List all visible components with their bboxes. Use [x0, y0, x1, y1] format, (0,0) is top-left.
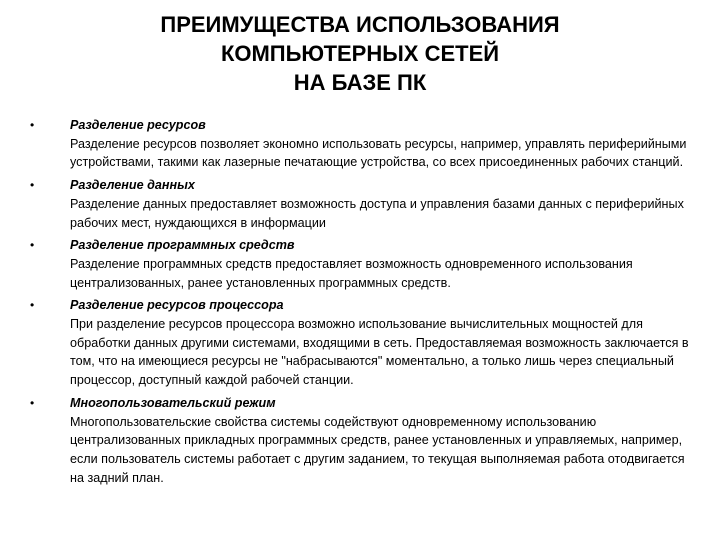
item-heading: Разделение данных: [70, 178, 195, 193]
item-heading: Многопользовательский режим: [70, 395, 276, 410]
bullet-icon: •: [30, 178, 35, 193]
item-body: При разделение ресурсов процессора возможно использование вычислительных мощностей для обработки данных другими системами, входящими в сеть. Предоставляемая возможность заключается в том, что на имеющиеся ресурсы не "набрасываются" моментально, а только лишь через специальный процессор, доступный каждой рабочей станции.: [70, 317, 689, 388]
bullet-list: [30, 116, 700, 491]
list-item: [30, 116, 700, 172]
item-body: Разделение ресурсов позволяет экономно использовать ресурсы, например, управлять периферийными устройствами, такими как лазерные печатающие устройства, со всех присоединенных рабочих станций.: [70, 136, 687, 170]
title-line-2: КОМПЬЮТЕРНЫХ СЕТЕЙ: [220, 41, 500, 66]
bullet-icon: •: [30, 118, 35, 132]
item-heading: Разделение ресурсов процессора: [70, 298, 284, 313]
item-body: Многопользовательские свойства системы содействуют одновременному использованию централизованных прикладных программных средств, ранее установленных и управляемых, например, если пользователь системы работает с другим заданием, то текущая выполняемая работа отодвигается на задний план.: [70, 414, 685, 485]
bullet-icon: •: [30, 395, 35, 410]
item-body: Разделение программных средств предоставляет возможность одновременного использования централизованных, ранее установленных программных средств.: [70, 256, 633, 290]
bullet-icon: •: [30, 238, 35, 253]
list-item: [30, 236, 700, 292]
list-item: [30, 394, 700, 488]
page-title: [60, 10, 660, 97]
item-heading: Разделение программных средств: [70, 238, 295, 253]
list-item: [30, 176, 700, 232]
item-body: Разделение данных предоставляет возможность доступа и управления базами данных с периферийных рабочих мест, нуждающихся в информации: [70, 196, 684, 230]
list-item: [30, 296, 700, 390]
title-line-3: НА БАЗЕ ПК: [293, 70, 427, 95]
bullet-icon: •: [30, 298, 35, 313]
title-line-1: ПРЕИМУЩЕСТВА ИСПОЛЬЗОВАНИЯ: [160, 12, 560, 37]
item-heading: Разделение ресурсов: [70, 118, 206, 132]
